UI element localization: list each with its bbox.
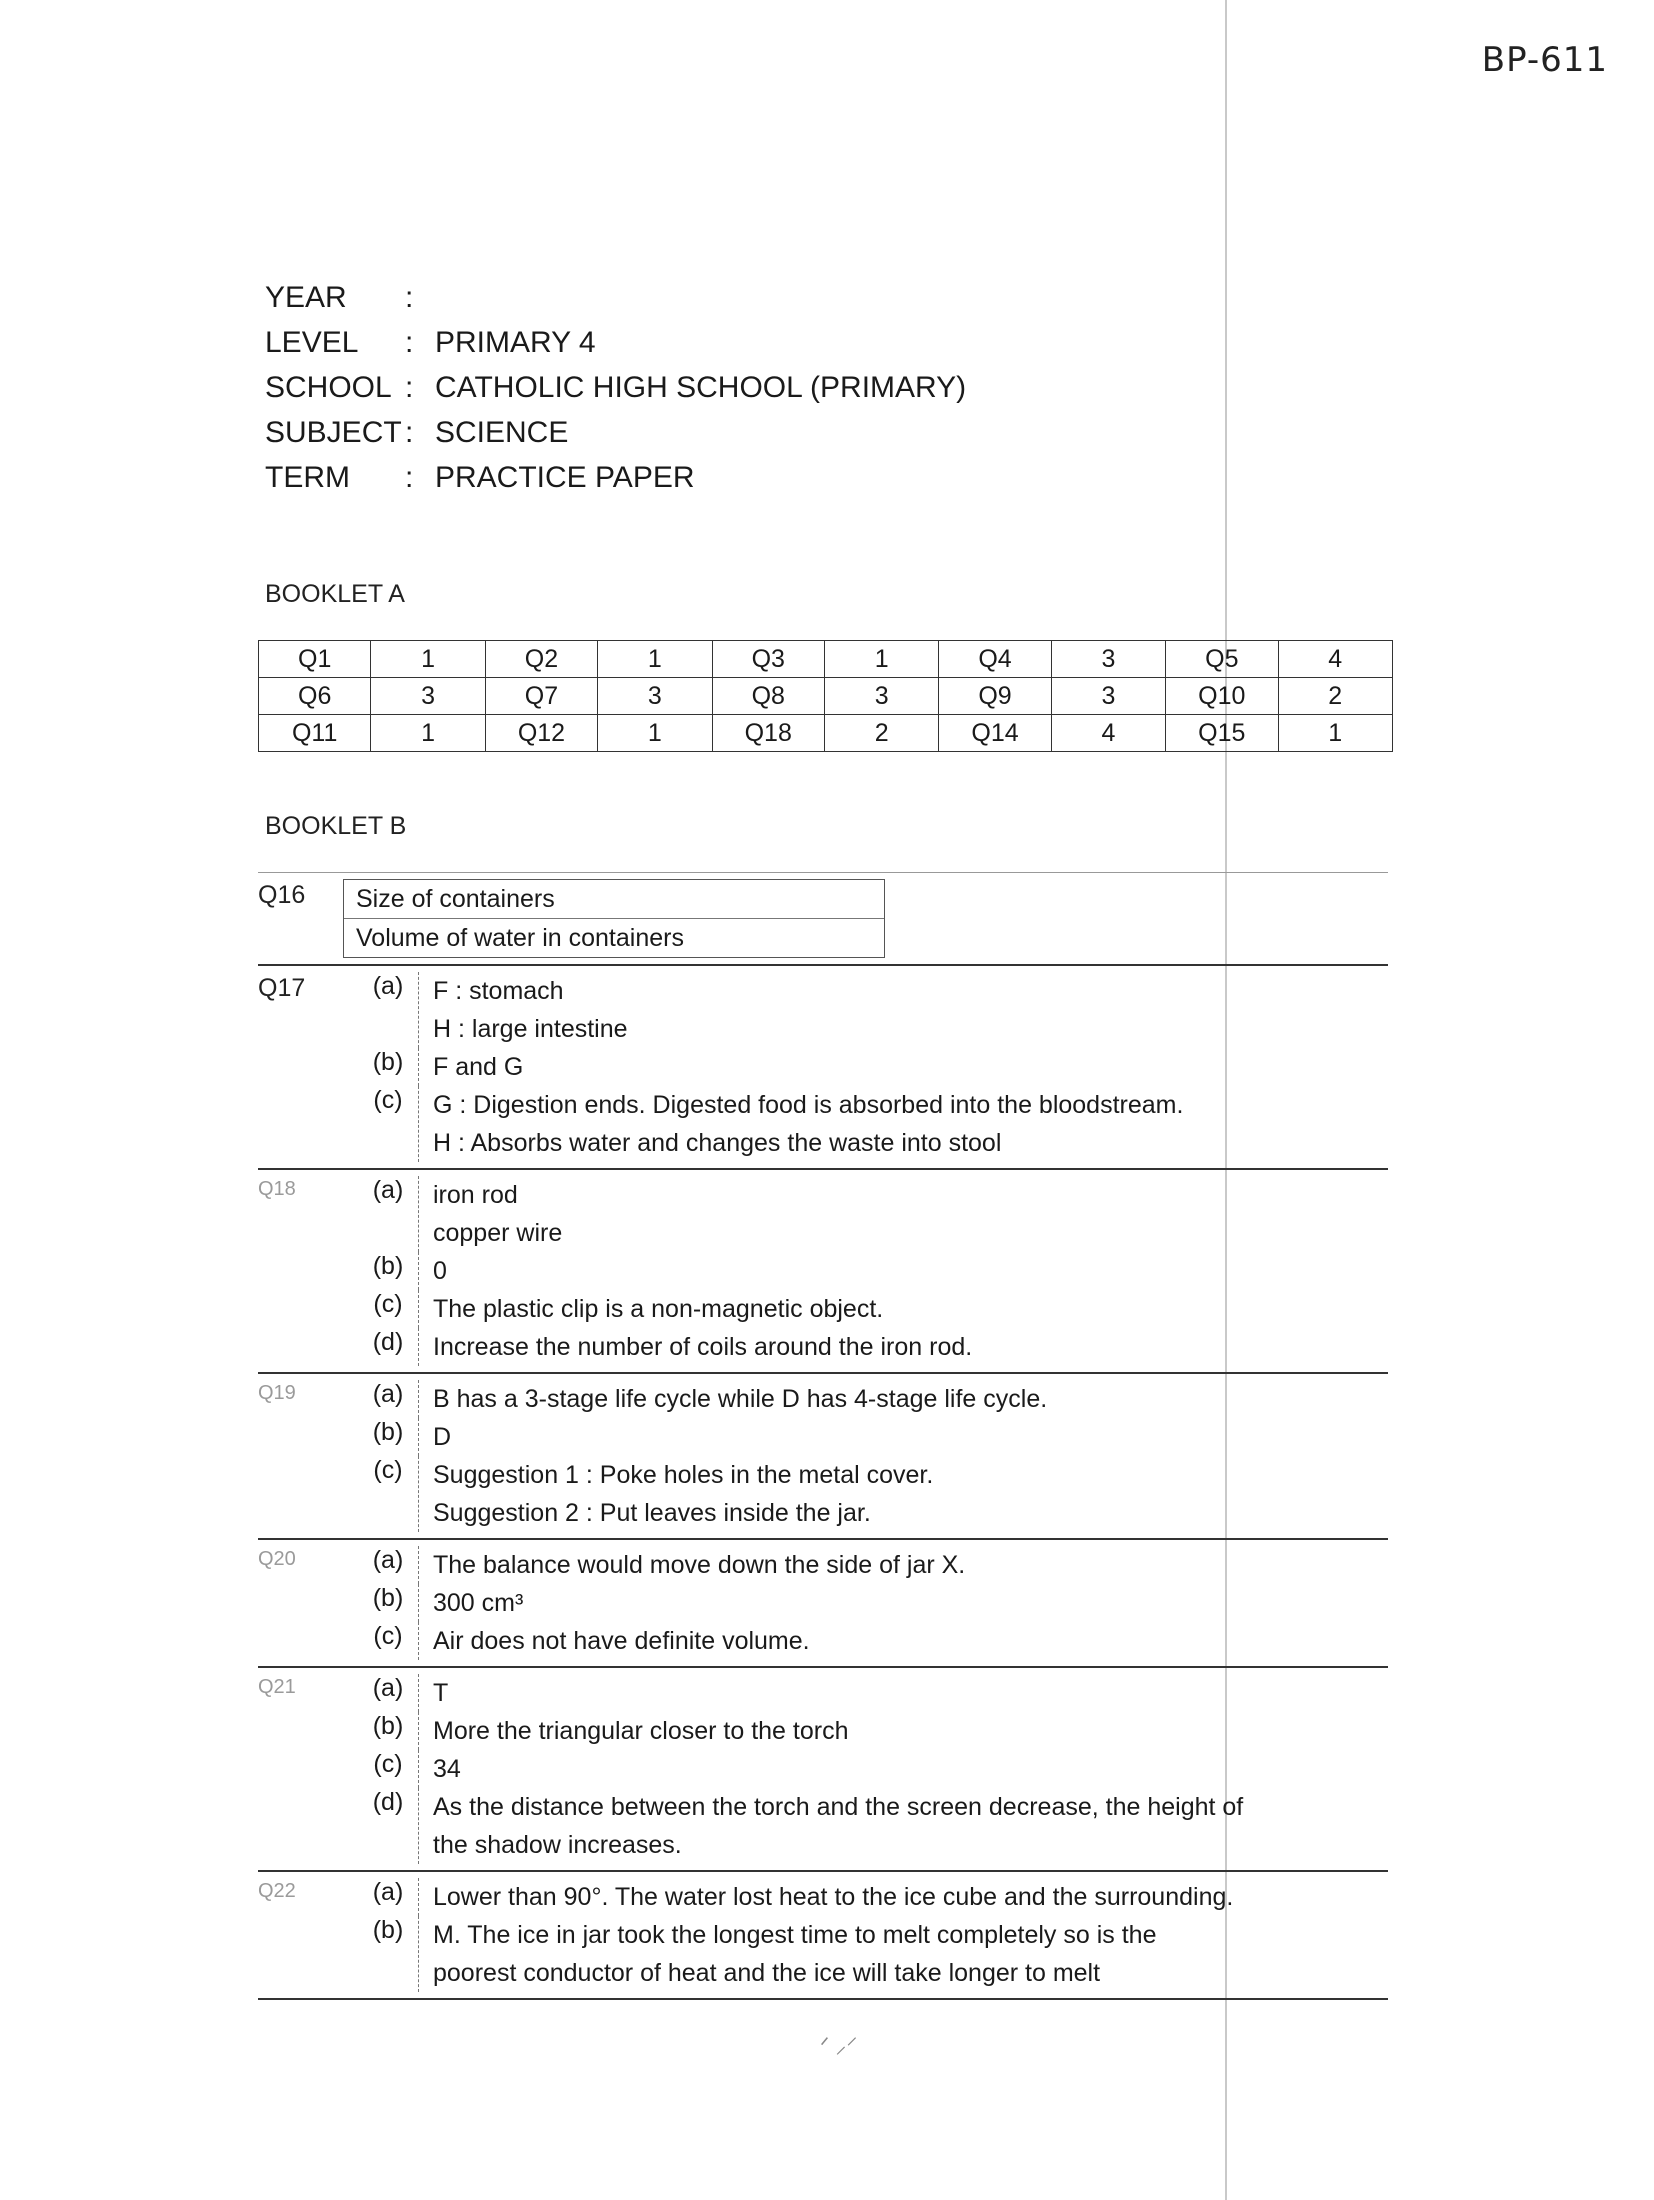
answer-line: F : stomach (433, 977, 564, 1005)
part-answer-text (418, 1252, 1388, 1290)
answer-cell: 1 (598, 715, 712, 752)
answer-part (258, 1712, 1388, 1750)
header-value: PRACTICE PAPER (435, 461, 695, 494)
part-letter: (c) (373, 1622, 403, 1650)
question-number-cell: Q7 (485, 678, 597, 715)
part-letter: (b) (372, 1916, 404, 1944)
part-letter: (b) (372, 1712, 404, 1740)
answer-line: the shadow increases. (433, 1831, 682, 1859)
question-block (258, 1872, 1388, 2000)
answer-line: F and G (433, 1053, 524, 1081)
booklet-a-row (259, 641, 1393, 678)
answer-line: G : Digestion ends. Digested food is absorbed into the bloodstream. (433, 1091, 1184, 1119)
question-number-cell: Q1 (259, 641, 371, 678)
part-answer-text (418, 1456, 1388, 1532)
answer-part (258, 1456, 1388, 1532)
paper-header (265, 275, 966, 500)
question-label: Q17 (258, 974, 306, 1002)
answer-line: H : large intestine (433, 1015, 628, 1043)
answer-line: As the distance between the torch and the screen decrease, the height of (433, 1793, 1244, 1821)
part-letter: (a) (372, 1546, 404, 1574)
answer-cell: 1 (824, 641, 938, 678)
part-answer-text (418, 1788, 1388, 1864)
answer-line: Lower than 90°. The water lost heat to the ice cube and the surrounding. (433, 1883, 1234, 1911)
part-answer-text (418, 1750, 1388, 1788)
answer-line: M. The ice in jar took the longest time to melt completely so is the (433, 1921, 1157, 1949)
answer-cell: 1 (371, 641, 485, 678)
question-block (258, 1668, 1388, 1872)
part-answer-text (418, 1622, 1388, 1660)
answer-line: Air does not have definite volume. (433, 1627, 810, 1655)
part-letter: (b) (372, 1584, 404, 1612)
answer-line: More the triangular closer to the torch (433, 1717, 849, 1745)
part-answer-text (418, 1086, 1388, 1162)
header-value: PRIMARY 4 (435, 326, 596, 359)
answer-line: 0 (433, 1257, 447, 1285)
answer-part (258, 972, 1388, 1048)
header-label: SUBJECT (265, 416, 402, 449)
header-label: LEVEL (265, 326, 359, 359)
question-label: Q21 (258, 1676, 296, 1698)
header-row-term: TERM : PRACTICE PAPER (265, 455, 966, 500)
part-answer-text (418, 1674, 1388, 1712)
answer-part (258, 1546, 1388, 1584)
part-answer-text (418, 972, 1388, 1048)
part-answer-text (418, 1048, 1388, 1086)
answer-part (258, 1878, 1388, 1916)
part-letter: (a) (372, 1176, 404, 1204)
question-number-cell: Q18 (712, 715, 824, 752)
answer-part (258, 1622, 1388, 1660)
header-row-school: SCHOOL : CATHOLIC HIGH SCHOOL (PRIMARY) (265, 365, 966, 410)
part-answer-text (418, 1916, 1388, 1992)
answer-line: T (433, 1679, 449, 1707)
question-number-cell: Q5 (1166, 641, 1278, 678)
answer-line: The plastic clip is a non-magnetic object. (433, 1295, 884, 1323)
part-answer-text (418, 1176, 1388, 1252)
part-letter: (c) (373, 1086, 403, 1114)
booklet-a-answer-table (258, 640, 1393, 752)
answer-part (258, 1048, 1388, 1086)
part-letter: (a) (372, 1380, 404, 1408)
part-answer-text (418, 1546, 1388, 1584)
answer-line: The balance would move down the side of jar X. (433, 1551, 966, 1579)
answer-line: 300 cm³ (433, 1589, 524, 1617)
part-answer-text (418, 1878, 1388, 1916)
question-number-cell: Q15 (1166, 715, 1278, 752)
part-letter: (b) (372, 1048, 404, 1076)
part-answer-text (418, 1290, 1388, 1328)
answer-line: copper wire (433, 1219, 563, 1247)
part-letter: (d) (372, 1328, 404, 1356)
question-number-cell: Q10 (1166, 678, 1278, 715)
q16-answer-box (343, 879, 885, 958)
header-row-year: YEAR : (265, 275, 966, 320)
question-block (258, 1540, 1388, 1668)
header-row-subject: SUBJECT : SCIENCE (265, 410, 966, 455)
header-value: CATHOLIC HIGH SCHOOL (PRIMARY) (435, 371, 967, 404)
handwritten-mark: ᐟ ⸝⸍ (820, 2033, 858, 2058)
answer-part (258, 1328, 1388, 1366)
answer-line: Increase the number of coils around the iron rod. (433, 1333, 973, 1361)
question-number-cell: Q14 (939, 715, 1051, 752)
answer-cell: 3 (824, 678, 938, 715)
question-label: Q16 (258, 881, 306, 909)
part-letter: (c) (373, 1456, 403, 1484)
question-number-cell: Q11 (259, 715, 371, 752)
question-block (258, 1374, 1388, 1540)
answer-part (258, 1380, 1388, 1418)
answer-part (258, 1418, 1388, 1456)
booklet-a-row (259, 715, 1393, 752)
answer-cell: 1 (598, 641, 712, 678)
part-letter: (a) (372, 972, 404, 1000)
answer-cell: 4 (1051, 715, 1165, 752)
question-list (258, 966, 1388, 2000)
part-letter: (c) (373, 1750, 403, 1778)
q16-answer-line: Volume of water in containers (356, 924, 684, 952)
answer-line: Suggestion 1 : Poke holes in the metal cover. (433, 1461, 934, 1489)
question-number-cell: Q9 (939, 678, 1051, 715)
part-answer-text (418, 1380, 1388, 1418)
answer-cell: 4 (1278, 641, 1393, 678)
header-value: SCIENCE (435, 416, 569, 449)
booklet-b-title: BOOKLET B (265, 812, 407, 840)
page-code: BP-611 (1481, 40, 1608, 80)
part-letter: (a) (372, 1674, 404, 1702)
answer-part (258, 1252, 1388, 1290)
question-number-cell: Q8 (712, 678, 824, 715)
answer-line: poorest conductor of heat and the ice will take longer to melt (433, 1959, 1101, 1987)
question-number-cell: Q6 (259, 678, 371, 715)
part-answer-text (418, 1328, 1388, 1366)
question-label: Q18 (258, 1178, 296, 1200)
answer-part (258, 1290, 1388, 1328)
answer-part (258, 1788, 1388, 1864)
question-block-q16 (258, 872, 1388, 966)
answer-part (258, 1674, 1388, 1712)
part-letter: (b) (372, 1418, 404, 1446)
answer-cell: 2 (1278, 678, 1393, 715)
answer-cell: 1 (371, 715, 485, 752)
answer-part (258, 1750, 1388, 1788)
answer-part (258, 1086, 1388, 1162)
part-letter: (d) (372, 1788, 404, 1816)
answer-cell: 3 (371, 678, 485, 715)
answer-line: iron rod (433, 1181, 518, 1209)
answer-cell: 1 (1278, 715, 1393, 752)
answer-part (258, 1584, 1388, 1622)
answer-cell: 2 (824, 715, 938, 752)
part-answer-text (418, 1712, 1388, 1750)
header-row-level: LEVEL : PRIMARY 4 (265, 320, 966, 365)
answer-line: D (433, 1423, 452, 1451)
question-label: Q20 (258, 1548, 296, 1570)
question-number-cell: Q2 (485, 641, 597, 678)
booklet-a-title: BOOKLET A (265, 580, 405, 608)
question-block (258, 1170, 1388, 1374)
answer-cell: 3 (1051, 678, 1165, 715)
part-letter: (a) (372, 1878, 404, 1906)
part-letter: (c) (373, 1290, 403, 1318)
question-number-cell: Q4 (939, 641, 1051, 678)
header-label: YEAR (265, 281, 347, 314)
header-label: TERM (265, 461, 350, 494)
answer-cell: 3 (1051, 641, 1165, 678)
booklet-a-row (259, 678, 1393, 715)
q16-answer-line: Size of containers (344, 880, 884, 919)
part-letter: (b) (372, 1252, 404, 1280)
answer-line: B has a 3-stage life cycle while D has 4-stage life cycle. (433, 1385, 1048, 1413)
answer-cell: 3 (598, 678, 712, 715)
part-answer-text (418, 1584, 1388, 1622)
answer-line: H : Absorbs water and changes the waste into stool (433, 1129, 1002, 1157)
header-label: SCHOOL (265, 371, 392, 404)
question-label: Q22 (258, 1880, 296, 1902)
answer-part (258, 1176, 1388, 1252)
question-number-cell: Q3 (712, 641, 824, 678)
answer-line: 34 (433, 1755, 461, 1783)
part-answer-text (418, 1418, 1388, 1456)
question-label: Q19 (258, 1382, 296, 1404)
booklet-b-answers (258, 872, 1388, 2000)
answer-line: Suggestion 2 : Put leaves inside the jar. (433, 1499, 871, 1527)
answer-part (258, 1916, 1388, 1992)
question-block (258, 966, 1388, 1170)
question-number-cell: Q12 (485, 715, 597, 752)
